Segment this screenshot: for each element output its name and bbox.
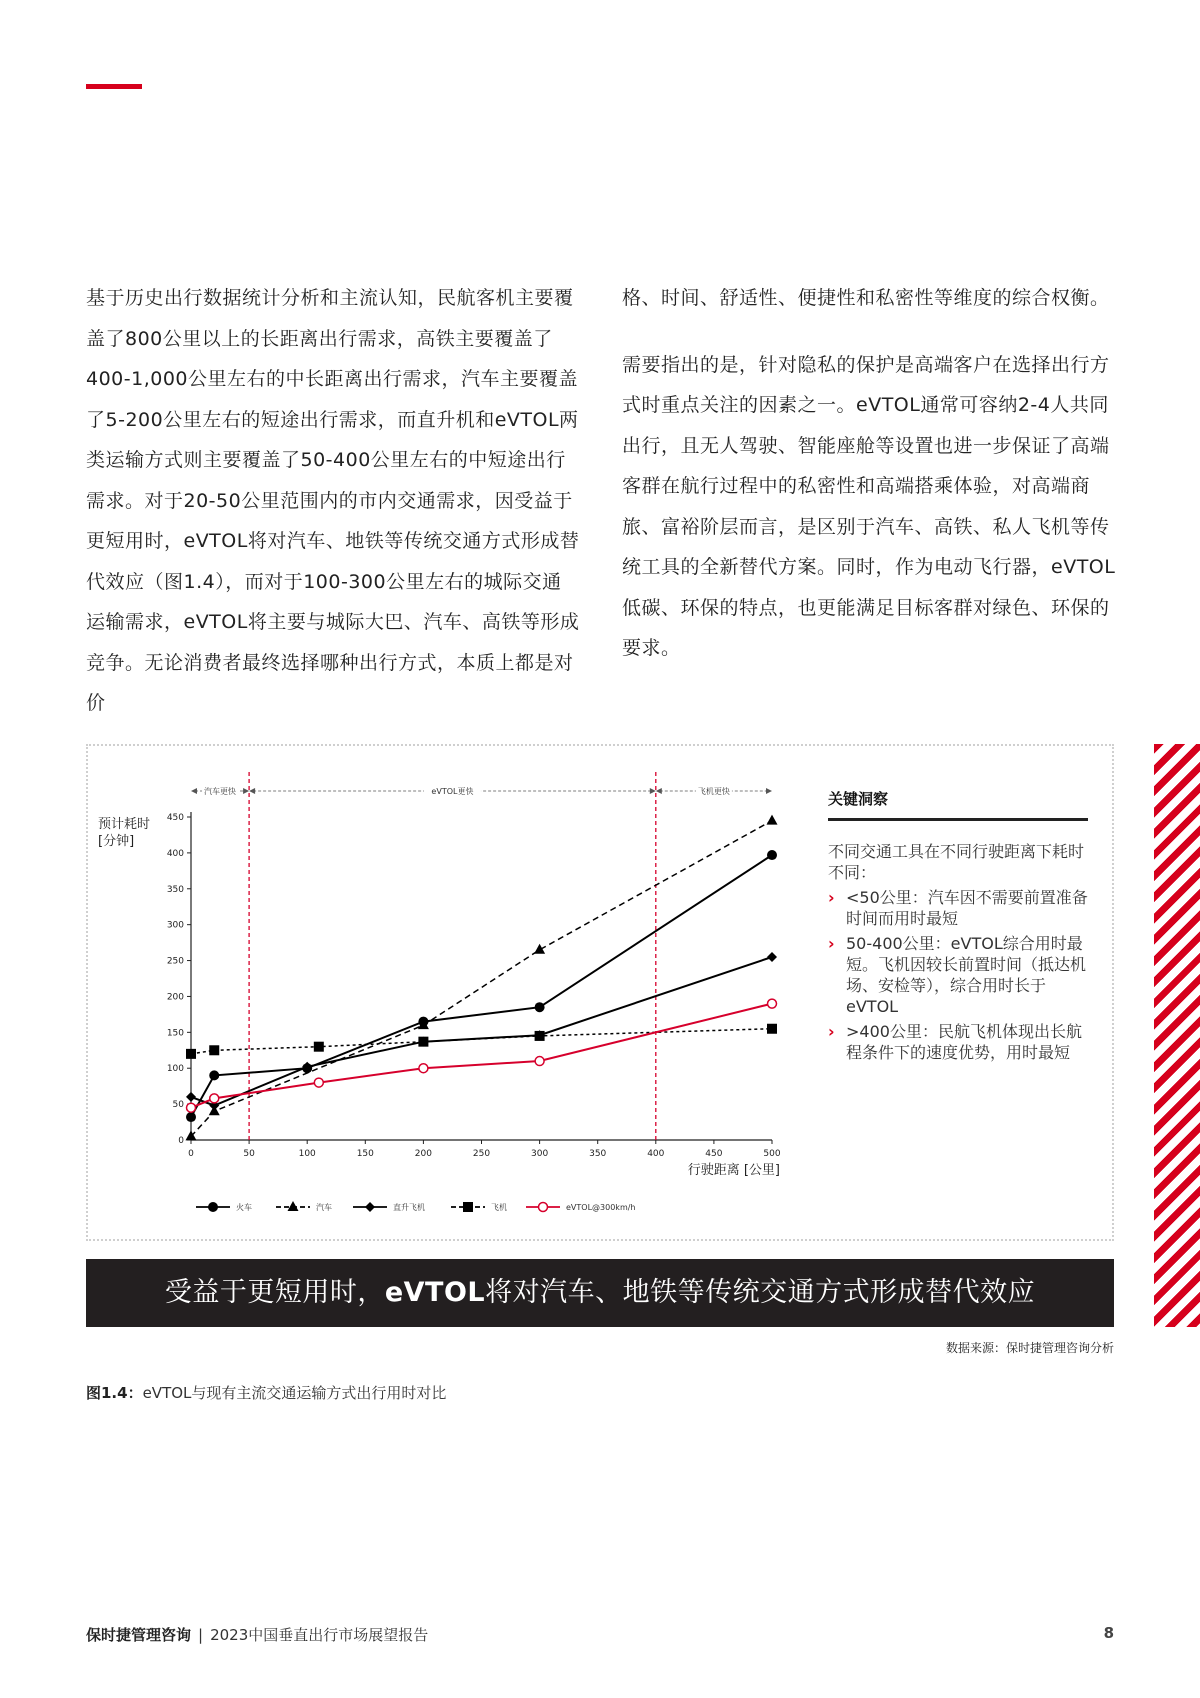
insight-item-text: <50公里：汽车因不需要前置准备时间而用时最短 [846,888,1088,928]
footer-report-title: 2023中国垂直出行市场展望报告 [210,1626,429,1644]
region-arrowhead [650,788,656,794]
banner-text-1: 受益于更短用时， [164,1277,385,1308]
data-point [767,952,777,962]
body-right-column [622,278,1122,669]
region-arrowhead [766,788,772,794]
data-point [534,944,545,954]
data-point [767,815,778,825]
data-point [767,1024,777,1034]
data-point [535,1002,545,1012]
accent-bar [86,84,142,89]
figure-caption [86,1382,446,1403]
region-label: 飞机更快 [697,787,730,796]
legend-label: 火车 [236,1203,252,1212]
legend-marker [288,1201,299,1211]
travel-time-chart [86,744,806,1241]
legend-marker [365,1202,375,1212]
y-tick-label: 300 [166,920,184,931]
body-left-column [86,278,581,724]
y-tick-label: 250 [166,956,184,967]
y-tick-label: 200 [166,992,184,1003]
x-tick-label: 150 [356,1149,374,1159]
data-point [535,1031,545,1041]
x-tick-label: 450 [705,1149,723,1159]
banner-text-2: eVTOL [384,1277,486,1308]
data-point [768,999,777,1008]
insight-item-text: >400公里：民航飞机体现出长航程条件下的速度优势，用时最短 [846,1022,1082,1062]
region-label: eVTOL更快 [431,787,474,796]
data-point [187,1103,196,1112]
region-label: 汽车更快 [204,787,237,796]
y-tick-label: 450 [166,813,184,823]
caption-text: eVTOL与现有主流交通运输方式出行用时对比 [142,1384,447,1402]
y-tick-label: 50 [172,1100,184,1111]
data-point [767,850,777,860]
body-paragraph-right-2: 需要指出的是，针对隐私的保护是高端客户在选择出行方式时重点关注的因素之一。eVTOL通常可容纳2-4人共同出行，且无人驾驶、智能座舱等设置也进一步保证了高端客群在航行过程中的私密性和高端搭乘体验，对高端商旅、富裕阶层而言，是区别于汽车、高铁、私人飞机等传统工具的全新替代方案。同时，作为电动飞行器，eVTOL低碳、环保的特点，也更能满足目标客群对绿色、环保的要求。 [622,353,1116,659]
legend-label: 飞机 [491,1203,507,1212]
data-point [209,1070,219,1080]
y-tick-label: 400 [166,848,184,859]
region-arrowhead [243,788,249,794]
data-point [314,1042,324,1052]
insight-item [828,933,1088,1017]
chevron-right-icon: › [828,888,835,907]
chevron-right-icon: › [828,1022,835,1041]
key-insight-panel [828,788,1088,1063]
data-point [209,1045,219,1055]
legend-label: eVTOL@300km/h [566,1203,636,1212]
x-tick-label: 200 [414,1149,432,1159]
data-point [314,1078,323,1087]
data-point [419,1064,428,1073]
x-tick-label: 50 [243,1149,255,1159]
x-tick-label: 250 [472,1149,491,1159]
data-point [210,1094,219,1103]
insight-intro: 不同交通工具在不同行驶距离下耗时不同： [828,842,1085,882]
body-paragraph-right-1: 格、时间、舒适性、便捷性和私密性等维度的综合权衡。 [622,287,1110,309]
data-point [418,1037,428,1047]
region-arrowhead [191,788,197,794]
x-tick-label: 500 [763,1149,781,1159]
data-point [186,1049,196,1059]
y-tick-label: 100 [166,1064,184,1075]
legend-label: 直升飞机 [393,1203,425,1212]
insight-item-text: 50-400公里：eVTOL综合用时最短。飞机因较长前置时间（抵达机场、安检等），综合用时长于eVTOL [846,934,1087,1016]
legend-marker [463,1202,473,1212]
chevron-right-icon: › [828,934,835,953]
legend-marker [539,1203,548,1212]
y-tick-label: 0 [178,1136,184,1146]
key-message-banner [86,1259,1114,1327]
y-tick-label: 150 [166,1028,184,1039]
body-paragraph-left: 基于历史出行数据统计分析和主流认知，民航客机主要覆盖了800公里以上的长距离出行需求，高铁主要覆盖了400-1,000公里左右的中长距离出行需求，汽车主要覆盖了5-200公里左右的短途出行需求，而直升机和eVTOL两类运输方式则主要覆盖了50-400公里左右的中短途出行需求。对于20-50公里范围内的市内交通需求，因受益于更短用时，eVTOL将对汽车、地铁等传统交通方式形成替代效应（图1.4），而对于100-300公里左右的城际交通运输需求，eVTOL将主要与城际大巴、汽车、高铁等形成竞争。无论消费者最终选择哪种出行方式，本质上都是对价 [86,287,580,714]
x-axis-label: 行驶距离 [公里] [687,1163,780,1178]
insight-item [828,887,1088,929]
legend-marker [208,1202,218,1212]
footer [86,1624,428,1645]
insight-item [828,1021,1088,1063]
data-point [186,1112,196,1122]
y-axis-label: 预计耗时 [98,817,151,832]
insight-list [828,887,1088,1063]
series-line [191,1029,772,1054]
footer-separator: | [198,1626,204,1644]
x-tick-label: 100 [298,1149,316,1159]
x-tick-label: 400 [647,1149,665,1159]
insight-title: 关键洞察 [828,788,1088,821]
x-tick-label: 350 [589,1149,607,1159]
y-axis-label-unit: [分钟] [98,834,135,849]
decorative-stripes [1154,744,1200,1327]
banner-text-3: 将对汽车、地铁等传统交通方式形成替代效应 [485,1277,1036,1308]
region-arrowhead [656,788,662,794]
data-source: 数据来源：保时捷管理咨询分析 [945,1341,1114,1355]
legend-label: 汽车 [316,1203,332,1212]
data-point [186,1092,196,1102]
data-point [535,1057,544,1066]
x-tick-label: 300 [531,1149,549,1159]
caption-label: 图1.4： [86,1384,143,1402]
series-line [191,1004,772,1108]
y-tick-label: 350 [166,884,184,895]
page-number: 8 [1103,1624,1114,1642]
region-arrowhead [249,788,255,794]
x-tick-label: 0 [188,1149,194,1159]
footer-brand: 保时捷管理咨询 [86,1626,192,1644]
